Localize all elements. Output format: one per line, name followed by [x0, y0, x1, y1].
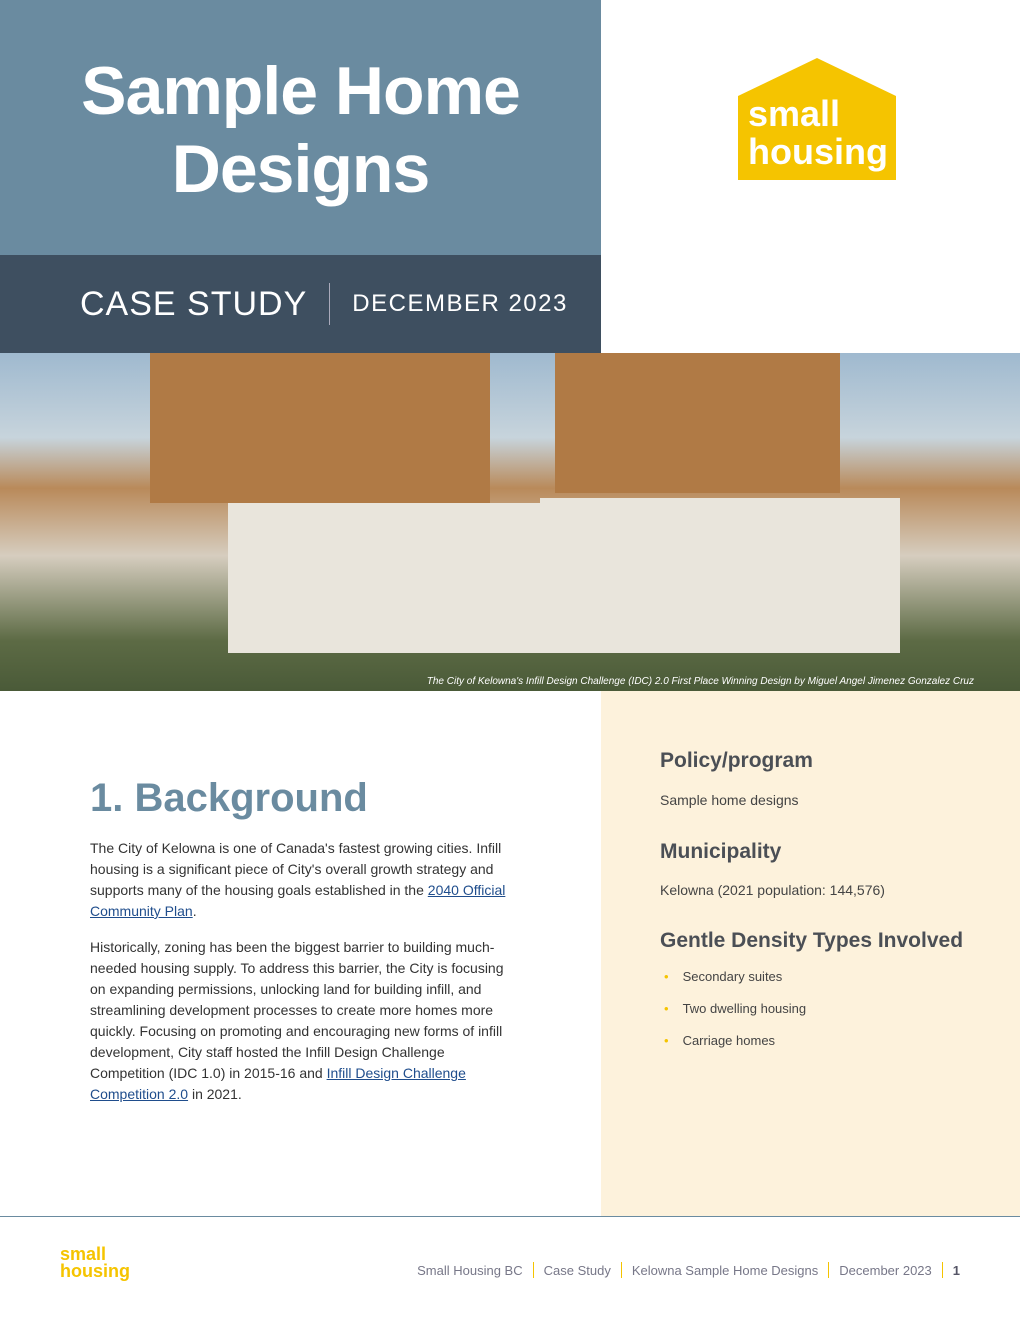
- photo-caption: The City of Kelowna's Infill Design Challenge (IDC) 2.0 First Place Winning Design by Miguel Angel Jimenez Gonzalez Cruz: [426, 676, 974, 687]
- policy-value: Sample home designs: [660, 792, 799, 808]
- list-item: • Two dwelling housing: [664, 1001, 806, 1016]
- p2-text: Historically, zoning has been the biggest barrier to building much-needed housing supply. To address this barrier, the City is focusing on expanding permissions, unlocking land for building infill, and streamlining development processes to create more homes more quickly. Focusing on promoting and encouraging new forms of infill development, City staff hosted the Infill Design Challenge Competition (IDC 1.0) in 2015-16 and: [90, 939, 504, 1081]
- small-housing-logo: [738, 58, 896, 180]
- types-list: [664, 969, 806, 1065]
- official-community-plan-link[interactable]: 2040 Official Community Plan: [90, 882, 506, 919]
- title-block: [0, 0, 601, 255]
- policy-heading: Policy/program: [660, 749, 813, 772]
- p1-text: The City of Kelowna is one of Canada's fastest growing cities. Infill housing is a significant piece of City's overall growth strategy and supports many of the housing goals established in the: [90, 840, 502, 898]
- footer-date: December 2023: [839, 1262, 932, 1278]
- idc-2-link[interactable]: Infill Design Challenge Competition 2.0: [90, 1065, 466, 1102]
- municipality-value: Kelowna (2021 population: 144,576): [660, 882, 885, 898]
- types-heading: Gentle Density Types Involved: [660, 929, 964, 952]
- title-line-2: Designs: [171, 131, 430, 207]
- logo-text-1: small: [748, 93, 841, 134]
- p2-end: in 2021.: [188, 1086, 242, 1102]
- list-item: • Secondary suites: [664, 969, 806, 984]
- date-label: DECEMBER 2023: [352, 290, 568, 317]
- info-sidebar: [601, 691, 1020, 1216]
- p1-end: .: [192, 903, 197, 919]
- title-line-1: Sample Home: [81, 53, 520, 129]
- footer-title: Kelowna Sample Home Designs: [631, 1262, 819, 1278]
- paragraph-2: [90, 937, 510, 1105]
- case-study-bar: [0, 255, 601, 353]
- footer-logo-2: housing: [60, 1261, 130, 1281]
- list-item: • Carriage homes: [664, 1033, 806, 1048]
- footer-divider: [0, 1216, 1020, 1217]
- footer-text: [417, 1262, 960, 1278]
- municipality-heading: Municipality: [660, 840, 782, 863]
- footer-logo-1: small: [60, 1244, 107, 1264]
- case-study-label: CASE STUDY: [80, 284, 308, 323]
- divider: [329, 283, 330, 325]
- logo-text-2: housing: [748, 131, 888, 172]
- footer-org: Small Housing BC: [417, 1262, 523, 1278]
- hero-photo: [0, 353, 1020, 691]
- section-heading: 1. Background: [90, 776, 368, 820]
- page-number: 1: [952, 1262, 960, 1278]
- footer-type: Case Study: [543, 1262, 611, 1278]
- paragraph-1: [90, 838, 510, 922]
- footer-logo: [60, 1246, 130, 1280]
